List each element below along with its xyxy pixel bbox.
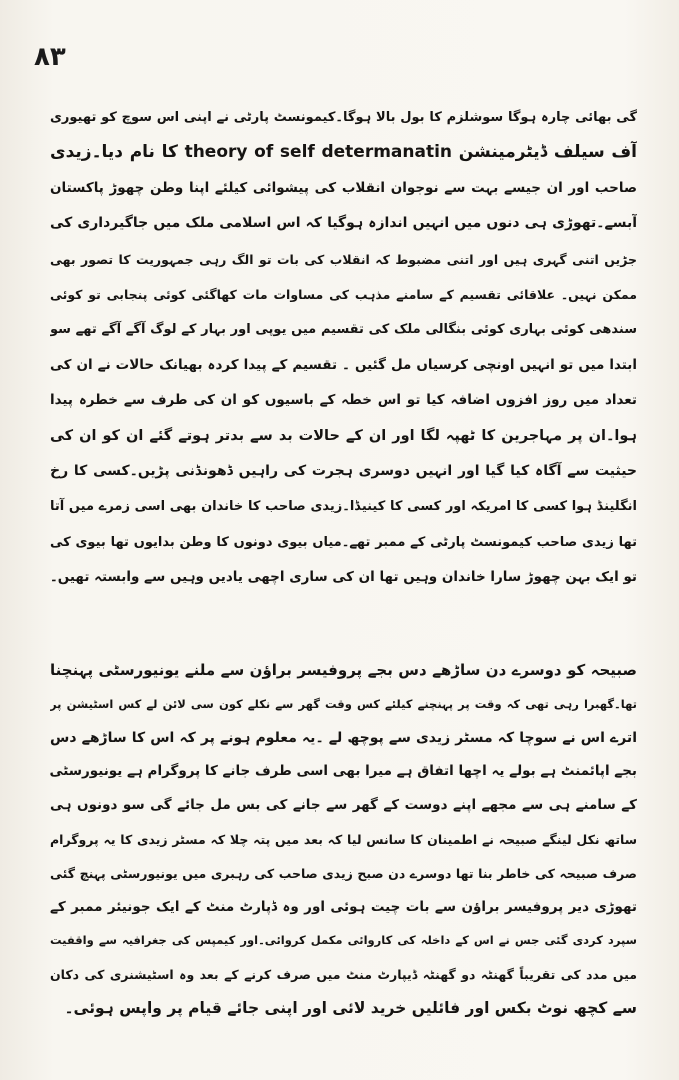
text-line: ابتدا میں تو انہیں اونچی کرسیاں مل گئیں ۔ تقسیم کے پیدا کردہ بھیانک حالات نے ان کی: [50, 356, 637, 373]
text-line: گی بھائی چارہ ہوگا سوشلزم کا بول بالا ہوگا۔کیمونسٹ پارٹی نے اپنی اس سوچ کو تھیوری: [50, 110, 637, 125]
text-line: سندھی کوئی بہاری کوئی بنگالی ملک کی تقسیم میں یوپی اور بہار کے لوگ آگے آگے تھے سو: [50, 322, 637, 338]
text-line: میں مدد کی تقریباً گھنٹہ دو گھنٹہ ڈیپارٹ منٹ میں صرف کرنے کے بعد وہ اسٹیشنری کی دکان: [50, 967, 637, 983]
page-number: ۸۳: [34, 42, 66, 72]
text-line: سے کچھ نوٹ بکس اور فائلیں خرید لائی اور اپنی جائے قیام پر واپس ہوئی۔: [64, 998, 637, 1017]
text-line: ہوا۔ان پر مہاجرین کا ٹھپہ لگا اور ان کے حالات بد سے بدتر ہوتے گئے ان کو ان کی: [50, 427, 637, 444]
text-line: تھا زیدی صاحب کیمونسٹ پارٹی کے ممبر تھے۔میاں بیوی دونوں کا وطن بدایوں تھا بیوی کی: [50, 534, 637, 550]
text-line: آبسے۔تھوڑی ہی دنوں میں انہیں اندازہ ہوگیا کہ اس اسلامی ملک میں جاگیرداری کی: [50, 215, 637, 232]
text-line: ممکن نہیں۔ علاقائی تقسیم کے سامنے مذہب کی مساوات مات کھاگئی کوئی پنجابی تو کوئی: [50, 286, 637, 302]
text-line: سپرد کردی گئی جس نے اس کے داخلہ کی کاروائی مکمل کروائی۔اور کیمپس کی جغرافیہ سے واقفیت: [50, 933, 637, 948]
text-line: تو ایک بہن چھوڑ سارا خاندان وہیں تھا ان کی ساری اچھی یادیں وہیں سے وابستہ تھیں۔: [50, 569, 637, 586]
text-line: حیثیت سے آگاہ کیا گیا اور انہیں دوسری ہجرت کی راہیں ڈھونڈنی پڑیں۔کسی کا رخ: [50, 462, 637, 479]
text-line: اترے اس نے سوچا کہ مسٹر زیدی سے پوچھ لے ۔یہ معلوم ہونے پر کہ اس کا ساڑھے دس: [50, 729, 637, 746]
text-line: انگلینڈ ہوا کسی کا امریکہ اور کسی کا کینیڈا۔زیدی صاحب کا خاندان بھی اسی زمرے میں آتا: [50, 499, 637, 515]
text-line: صبیحہ کو دوسرے دن ساڑھے دس بجے پروفیسر براؤن سے ملنے یونیورسٹی پہنچنا: [50, 661, 637, 679]
text-line: کے سامنے ہی سے مجھے اپنے دوست کے گھر سے جانے کی بس مل جائے گی سو دونوں ہی: [50, 797, 637, 814]
text-line: صرف صبیحہ کی خاطر بنا تھا دوسرے دن صبح زیدی صاحب کی رہبری میں یونیورسٹی پہنچ گئی: [50, 865, 637, 881]
text-line: آف سیلف ڈیٹرمینشن theory of self determanatin کا نام دیا۔زیدی: [50, 142, 637, 163]
text-line: ساتھ نکل لینگے صبیحہ نے اطمینان کا سانس لیا کہ بعد میں پتہ چلا کہ مسٹر زیدی کا یہ پروگرام: [50, 831, 637, 847]
text-line: جڑیں اتنی گہری ہیں اور اتنی مضبوط کہ انقلاب کی بات تو الگ رہی جمہوریت کا تصور بھی: [50, 251, 637, 267]
text-line: بجے اپائمنٹ ہے بولے یہ اچھا اتفاق ہے میرا بھی اسی طرف جانے کا پروگرام ہے یونیورسٹی: [50, 763, 637, 780]
paragraph-2: [50, 654, 637, 1026]
text-line: تھوڑی دیر پروفیسر براؤن سے بات چیت ہوئی اور وہ ڈپارٹ منٹ کے ایک جونیئر ممبر کے: [50, 898, 637, 915]
text-line: تھا۔گھبرا رہی تھی کہ وقت پر پہنچنے کیلئے کس وقت گھر سے نکلے کون سی لائن لے کس اسٹیشن پر: [50, 696, 637, 711]
paragraph-1: [50, 100, 637, 595]
text-line: صاحب اور ان جیسے بہت سے نوجوان انقلاب کی پیشوائی کیلئے اپنا وطن چھوڑ پاکستان: [50, 179, 637, 196]
text-line: تعداد میں روز افزوں اضافہ کیا تو اس خطہ کے باسیوں کو ان کی طرف سے خطرہ پیدا: [50, 392, 637, 409]
